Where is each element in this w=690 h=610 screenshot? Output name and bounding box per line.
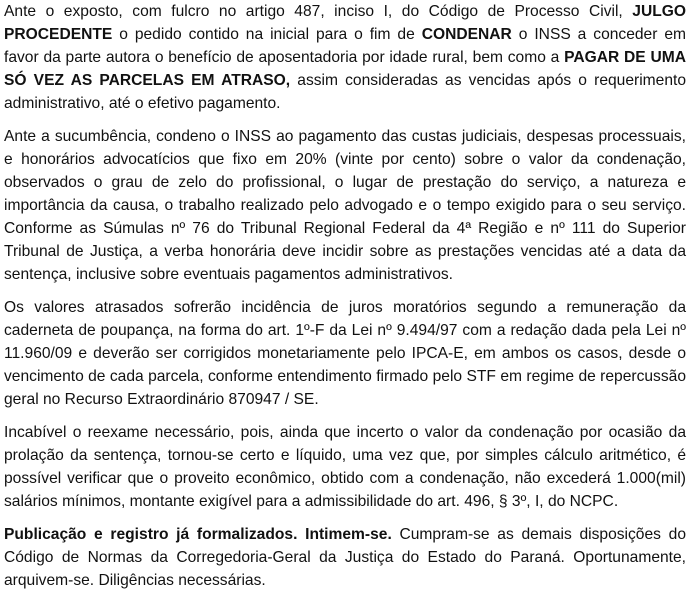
paragraph-sucumbencia [4, 125, 686, 286]
text-segment: Ante a sucumbência, condeno o INSS ao pagamento das custas judiciais, despesas processuais, e honorários advocatícios que fixo em 20% (vinte por cento) sobre o valor da condenação, observados o grau de zelo do profissional, o lugar de prestação do serviço, a natureza e importância da causa, o trabalho realizado pelo advogado e o tempo exigido para o seu serviço. Conforme as Súmulas nº 76 do Tribunal Regional Federal da 4ª Região e nº 111 do Superior Tribunal de Justiça, a verba honorária deve incidir sobre as prestações vencidas até a data da sentença, inclusive sobre eventuais pagamentos administrativos. [4, 128, 686, 283]
text-segment: Cumpram-se as demais disposições do Código de Normas da Corregedoria-Geral da Justiça do Estado do Paraná. Oportunamente, arquivem-se. Diligências necessárias. [4, 526, 686, 589]
bold-verdict-pagar: PAGAR DE UMA SÓ VEZ AS PARCELAS EM ATRASO, [4, 49, 686, 89]
text-segment: Ante o exposto, com fulcro no artigo 487, inciso I, do Código de Processo Civil, [4, 3, 633, 20]
paragraph-reexame [4, 421, 686, 513]
text-segment: o pedido contido na inicial para o fim de [112, 26, 422, 43]
paragraph-dispositivo [4, 0, 686, 115]
paragraph-publicacao [4, 523, 686, 592]
paragraph-valores-atrasados [4, 296, 686, 411]
text-segment: Incabível o reexame necessário, pois, ainda que incerto o valor da condenação por ocasião da prolação da sentença, tornou-se certo e líquido, uma vez que, por simples cálculo aritmético, é possível verificar que o proveito econômico, obtido com a condenação, não excederá 1.000(mil) salários mínimos, montante exigível para a admissibilidade do art. 496, § 3º, I, do NCPC. [4, 424, 686, 510]
bold-verdict-condenar: CONDENAR [421, 26, 512, 43]
bold-publicacao: Publicação e registro já formalizados. Intimem-se. [4, 526, 392, 543]
bold-verdict-julgo-procedente: JULGO PROCEDENTE [4, 3, 686, 43]
text-segment: o INSS a conceder em favor da parte autora o benefício de aposentadoria por idade rural, bem como a [4, 26, 687, 66]
text-segment: Os valores atrasados sofrerão incidência de juros moratórios segundo a remuneração da caderneta de poupança, na forma do art. 1º-F da Lei nº 9.494/97 com a redação dada pela Lei nº 11.960/09 e deverão ser corrigidos monetariamente pelo IPCA-E, em ambos os casos, desde o vencimento de cada parcela, conforme entendimento firmado pelo STF em regime de repercussão geral no Recurso Extraordinário 870947 / SE. [4, 299, 686, 408]
text-segment: assim consideradas as vencidas após o requerimento administrativo, até o efetivo pagamento. [4, 72, 687, 112]
